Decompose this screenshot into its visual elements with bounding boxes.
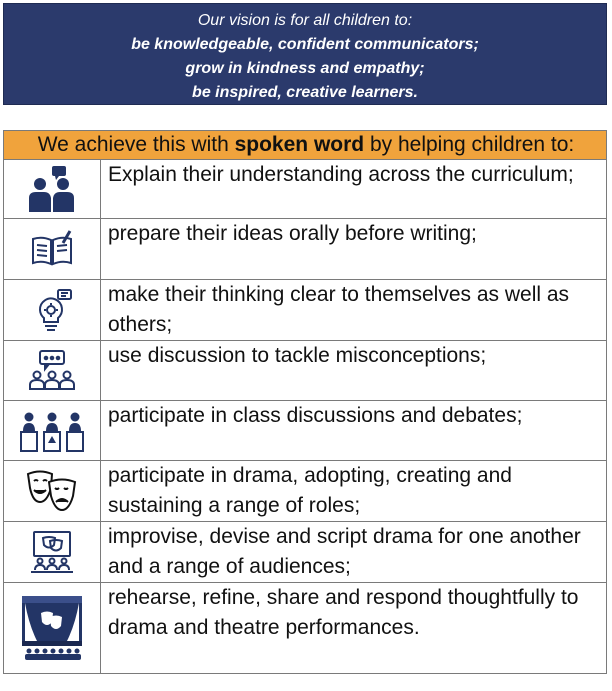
table-row	[4, 461, 607, 522]
table-row	[4, 583, 607, 674]
lightbulb-gear-icon	[30, 288, 74, 332]
header-bold-text: spoken word	[234, 133, 365, 156]
icon-cell	[4, 522, 101, 583]
table-header-row	[4, 131, 607, 160]
debate-podiums-icon	[19, 409, 85, 453]
icon-cell	[4, 280, 101, 341]
table-row	[4, 522, 607, 583]
row-text: participate in drama, adopting, creating and sustaining a range of roles;	[101, 461, 607, 522]
group-discussion-icon	[27, 349, 77, 393]
table-row	[4, 280, 607, 341]
vision-line: be knowledgeable, confident communicators;	[131, 36, 479, 53]
table-row	[4, 341, 607, 401]
table-header	[4, 131, 607, 160]
row-text: Explain their understanding across the curriculum;	[101, 160, 607, 219]
icon-cell	[4, 583, 101, 674]
header-text-end: by helping children to:	[364, 133, 575, 156]
vision-banner	[3, 3, 607, 105]
drama-masks-icon	[25, 468, 79, 514]
open-book-pencil-icon	[30, 229, 74, 269]
table-row	[4, 219, 607, 280]
spoken-word-table	[3, 130, 607, 674]
screen-audience-icon	[28, 530, 76, 574]
row-text: prepare their ideas orally before writing;	[101, 219, 607, 280]
row-text: improvise, devise and script drama for one another and a range of audiences;	[101, 522, 607, 583]
row-text: make their thinking clear to themselves as well as others;	[101, 280, 607, 341]
row-text: use discussion to tackle misconceptions;	[101, 341, 607, 401]
header-text: We achieve this with	[37, 133, 235, 156]
icon-cell	[4, 341, 101, 401]
table-row	[4, 160, 607, 219]
vision-line: be inspired, creative learners.	[192, 84, 418, 101]
icon-cell	[4, 219, 101, 280]
vision-intro: Our vision is for all children to:	[197, 12, 413, 29]
table-row	[4, 401, 607, 461]
theatre-stage-icon	[21, 595, 83, 661]
vision-line: grow in kindness and empathy;	[185, 60, 425, 77]
row-text: participate in class discussions and debates;	[101, 401, 607, 461]
icon-cell	[4, 401, 101, 461]
row-text: rehearse, refine, share and respond thoughtfully to drama and theatre performances.	[101, 583, 607, 674]
icon-cell	[4, 160, 101, 219]
people-talking-icon	[26, 164, 78, 214]
icon-cell	[4, 461, 101, 522]
